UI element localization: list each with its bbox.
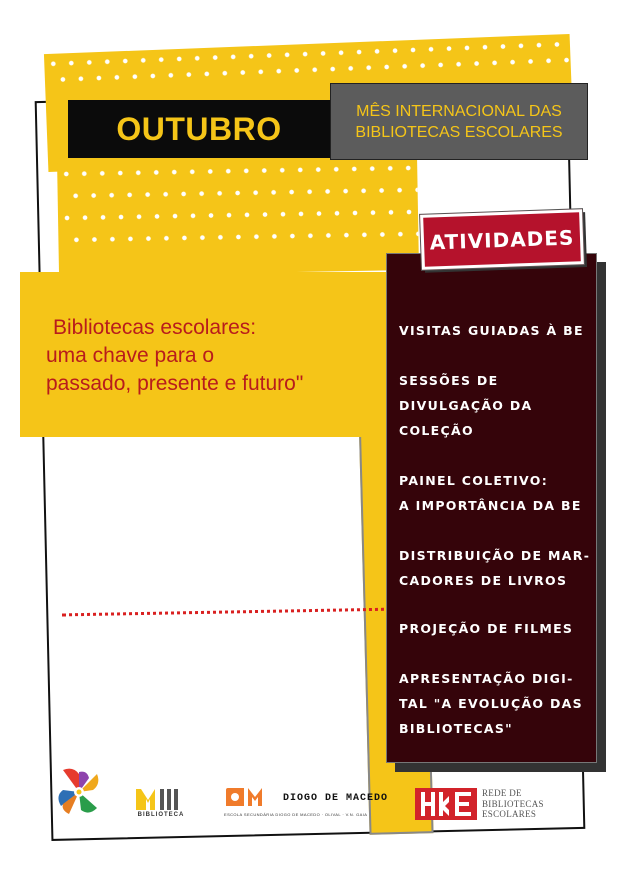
activity-item	[399, 368, 595, 443]
activity-line: TAL "A EVOLUÇÃO DAS	[399, 696, 583, 711]
international-school-library-month-logo	[53, 764, 105, 822]
activity-line: CADORES DE LIVROS	[399, 573, 568, 588]
yellow-dotted-band-middle	[57, 152, 419, 276]
activity-line: APRESENTAÇÃO DIGI-	[399, 671, 574, 686]
school-name: DIOGO DE MACEDO	[283, 793, 389, 804]
dot-row	[58, 208, 418, 222]
dot-row	[67, 186, 419, 200]
activity-item	[399, 468, 595, 518]
activity-line: PAINEL COLETIVO:	[399, 473, 549, 488]
activity-item	[399, 543, 595, 593]
activity-line: A IMPORTÂNCIA DA BE	[399, 498, 582, 513]
month-title: OUTUBRO	[116, 110, 282, 147]
activity-line: DIVULGAÇÃO DA	[399, 398, 533, 413]
activity-item	[399, 666, 595, 741]
activities-title-tag	[420, 209, 584, 270]
event-title-line1: MÊS INTERNACIONAL DAS	[356, 102, 562, 120]
activity-line: BIBLIOTECAS"	[399, 721, 513, 736]
school-logo-mark	[224, 786, 270, 808]
slogan-line2: uma chave para o	[46, 344, 215, 367]
activities-panel	[386, 253, 597, 763]
slogan-line3: passado, presente e futuro"	[46, 372, 304, 395]
network-name-line3: ESCOLARES	[482, 809, 537, 819]
network-name-line1: REDE DE	[482, 788, 522, 798]
activity-line: DISTRIBUIÇÃO DE MAR-	[399, 548, 591, 563]
network-name	[482, 788, 544, 820]
activity-item	[399, 616, 595, 641]
school-subtitle: ESCOLA SECUNDÁRIA DIOGO DE MACEDO · OLIVAL · V.N. GAIA	[224, 812, 368, 817]
event-title-line2: BIBLIOTECAS ESCOLARES	[355, 123, 563, 141]
school-library-logo-label: BIBLIOTECA	[137, 812, 185, 818]
slogan-box	[20, 272, 390, 437]
month-banner	[68, 100, 330, 158]
activity-line: COLEÇÃO	[399, 423, 474, 438]
slogan-line1: Bibliotecas escolares:	[53, 316, 257, 339]
activity-line: SESSÕES DE	[399, 373, 499, 388]
event-banner	[330, 83, 588, 160]
network-name-line2: BIBLIOTECAS	[482, 798, 544, 809]
school-library-network-logo	[415, 788, 477, 820]
activities-title: ATIVIDADES	[429, 224, 575, 255]
activity-line: VISITAS GUIADAS À BE	[399, 323, 584, 338]
activity-item	[399, 318, 595, 343]
dot-row	[67, 230, 419, 244]
activity-line: PROJEÇÃO DE FILMES	[399, 621, 574, 636]
dot-row	[57, 164, 417, 178]
